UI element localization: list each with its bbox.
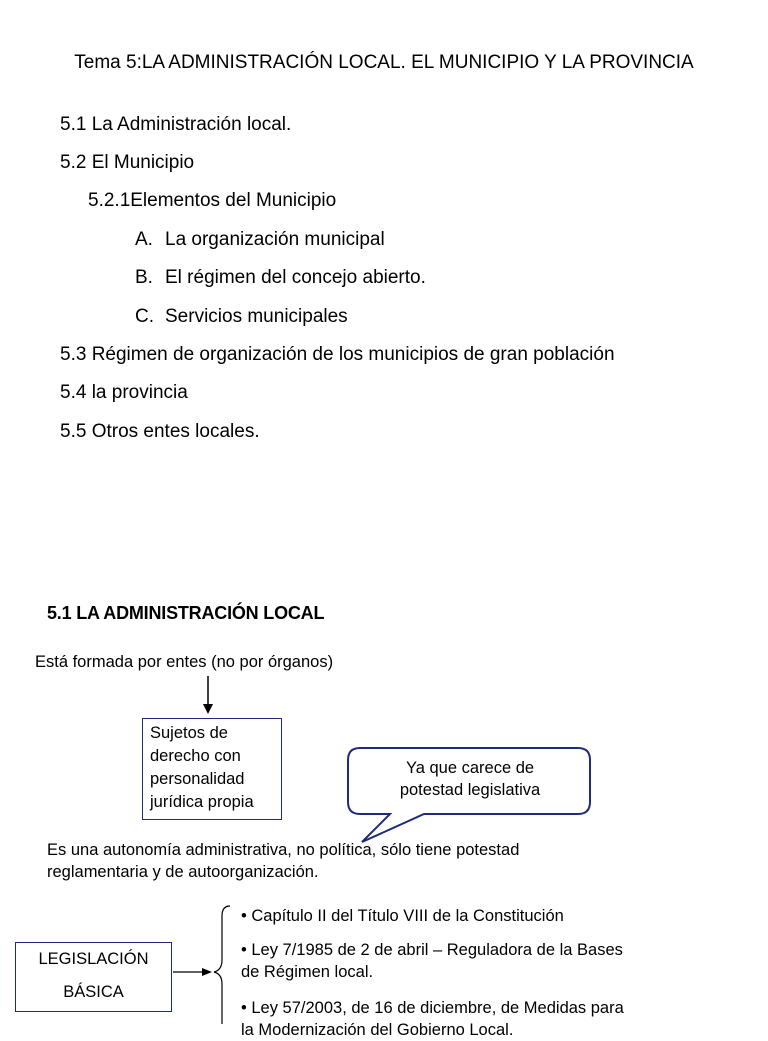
- toc-subitem-b: [135, 266, 426, 290]
- bubble-line-2: potestad legislativa: [399, 781, 541, 799]
- subjects-line-4: jurídica propia: [150, 793, 254, 811]
- curly-brace-icon: [210, 902, 236, 1024]
- toc-item-5-4: 5.4 la provincia: [60, 382, 188, 403]
- autonomy-line-2: reglamentaria y de autoorganización.: [47, 863, 319, 881]
- toc-item-5-2-1: 5.2.1Elementos del Municipio: [88, 190, 337, 211]
- legislation-item-2: [241, 939, 623, 983]
- down-arrow-icon: [200, 674, 216, 716]
- toc-item-5-2: 5.2 El Municipio: [60, 152, 195, 173]
- legislation-item-3-line-2: la Modernización del Gobierno Local.: [241, 1021, 514, 1039]
- speech-bubble-text: [350, 757, 590, 801]
- legislation-line-1: LEGISLACIÓN: [38, 950, 149, 968]
- toc-marker-b: B.: [135, 267, 153, 288]
- toc-item-5-3: 5.3 Régimen de organización de los municipios de gran población: [60, 344, 615, 365]
- legislation-item-2-line-2: de Régimen local.: [241, 963, 374, 981]
- bubble-line-1: Ya que carece de: [405, 759, 535, 777]
- subjects-line-1: Sujetos de: [150, 724, 228, 742]
- toc-marker-c: C.: [135, 306, 154, 327]
- subjects-box: [142, 718, 282, 820]
- section-heading: 5.1 LA ADMINISTRACIÓN LOCAL: [47, 603, 325, 623]
- subjects-line-2: derecho con: [150, 747, 241, 765]
- toc-subitem-a: [135, 228, 385, 252]
- autonomy-line-1: Es una autonomía administrativa, no política, sólo tiene potestad: [47, 841, 520, 859]
- toc-text-c: Servicios municipales: [165, 306, 348, 327]
- toc-text-a: La organización municipal: [165, 229, 385, 250]
- autonomy-text: [47, 839, 519, 883]
- legislation-item-1: • Capítulo II del Título VIII de la Constitución: [241, 907, 564, 925]
- legislation-item-2-line-1: • Ley 7/1985 de 2 de abril – Reguladora de la Bases: [241, 941, 623, 959]
- page-title: Tema 5:LA ADMINISTRACIÓN LOCAL. EL MUNICIPIO Y LA PROVINCIA: [74, 52, 694, 73]
- toc-text-b: El régimen del concejo abierto.: [165, 267, 426, 288]
- toc-marker-a: A.: [135, 229, 153, 250]
- subjects-line-3: personalidad: [150, 770, 245, 788]
- legislation-box: [15, 942, 172, 1012]
- legislation-item-3: [241, 997, 624, 1041]
- legislation-line-2: BÁSICA: [63, 983, 124, 1001]
- legislation-item-3-line-1: • Ley 57/2003, de 16 de diciembre, de Medidas para: [241, 999, 624, 1017]
- intro-text: Está formada por entes (no por órganos): [35, 653, 334, 671]
- toc-item-5-5: 5.5 Otros entes locales.: [60, 421, 260, 442]
- toc-item-5-1: 5.1 La Administración local.: [60, 114, 292, 135]
- toc-subitem-c: [135, 305, 348, 329]
